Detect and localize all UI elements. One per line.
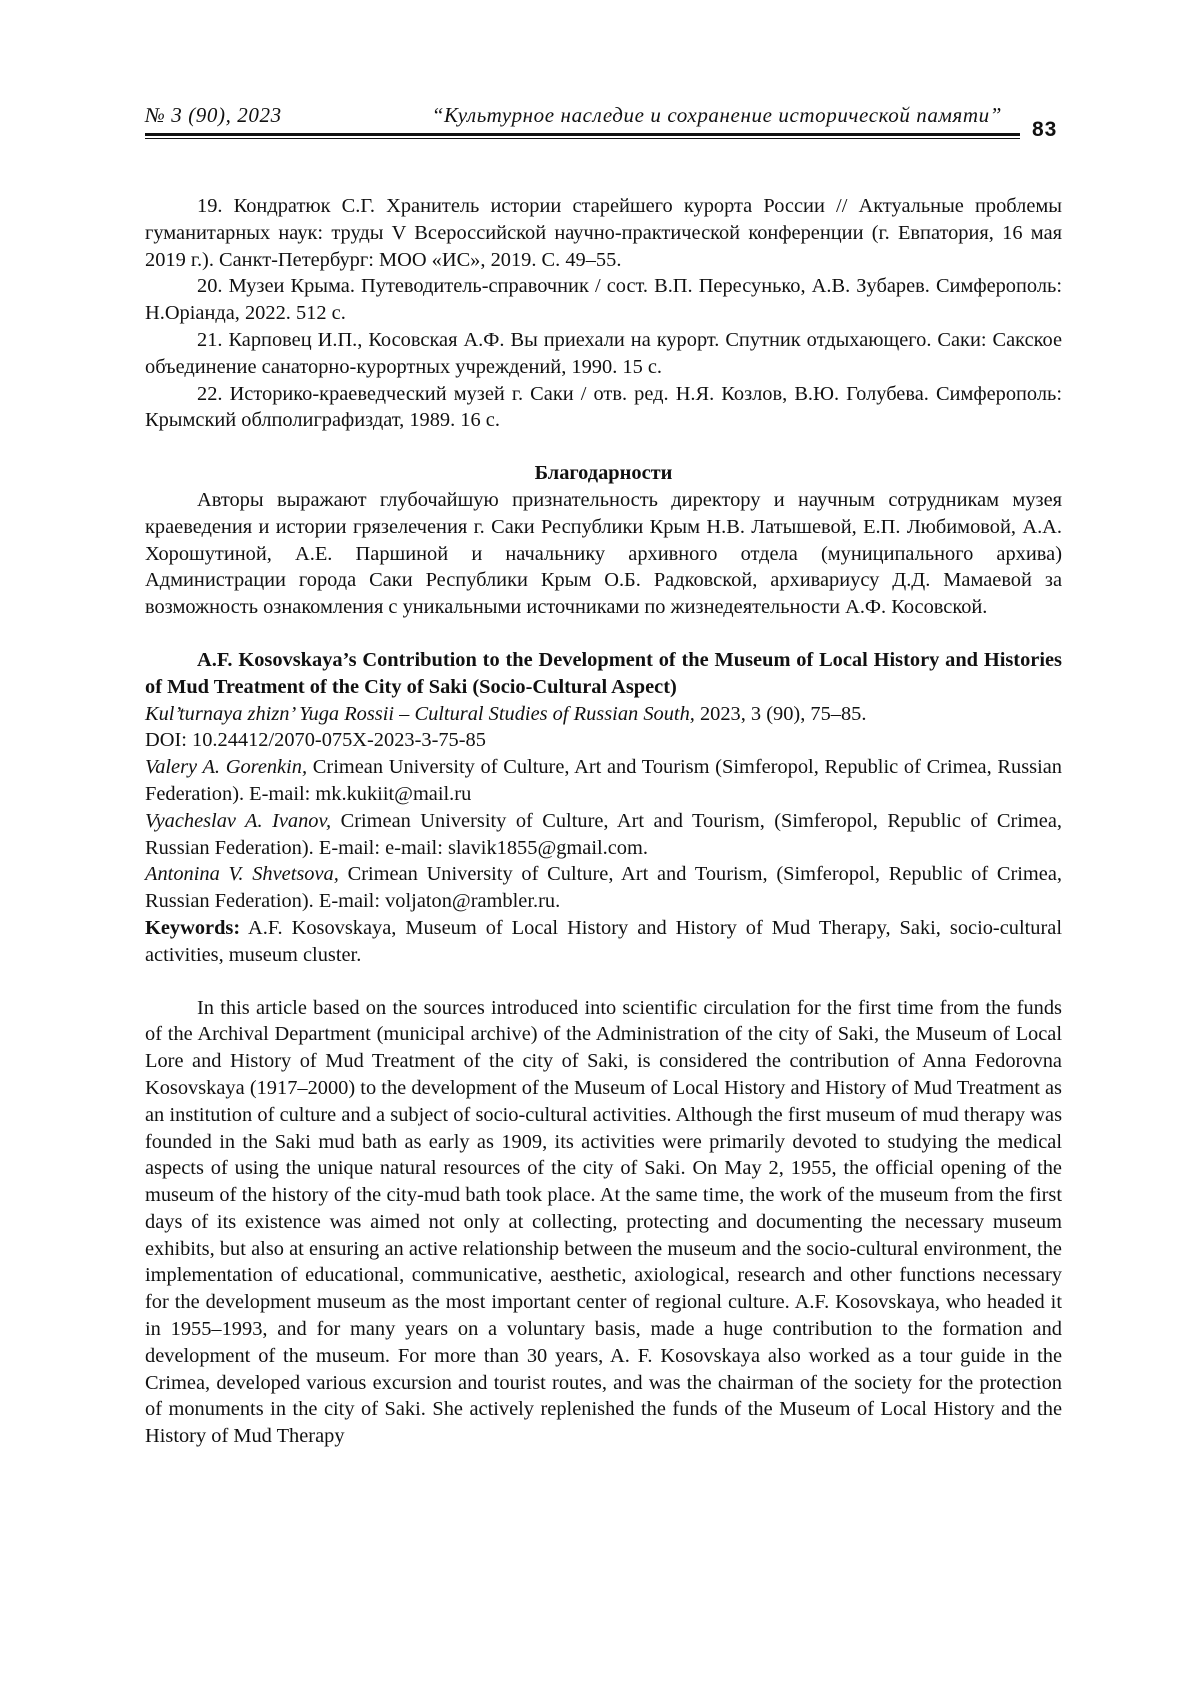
abstract: In this article based on the sources introduced into scientific circulation for the first time from the funds of the Archival Department (municipal archive) of the Administration of the city of Saki, the Museum of Local Lore and History of Mud Treatment of the city of Saki, is considered the contribution of Anna Fedorovna Kosovskaya (1917–2000) to the development of the Museum of Local History and History of Mud Treatment as an institution of culture and a subject of socio-cultural activities. Although the first museum of mud therapy was founded in the Saki mud bath as early as 1909, its activities were primarily devoted to studying the medical aspects of using the unique natural resources of the city of Saki. On May 2, 1955, the official opening of the museum of the history of the city-mud bath took place. At the same time, the work of the museum from the first days of its existence was aimed not only at collecting, protecting and documenting the necessary museum exhibits, but also at ensuring an active relationship between the museum and the socio-cultural environment, the implementation of educational, communicative, aesthetic, axiological, research and other functions necessary for the development museum as the most important center of regional culture. A.F. Kosovskaya, who headed it in 1955–1993, and for many years on a voluntary basis, made a huge contribution to the formation and development of the museum. For more than 30 years, A. F. Kosovskaya also worked as a tour guide in the Crimea, developed various excursion and tourist routes, and was the chairman of the society for the protection of monuments in the city of Saki. She actively replenished the funds of the Museum of Local History and the History of Mud Therapy [145,996,1062,1448]
acknowledgements-text: Авторы выражают глубочайшую признательность директору и научным сотрудникам музея краеведения и истории грязелечения г. Саки Республики Крым Н.В. Латышевой, Е.П. Любимовой, А.А. Хорошутиной, А.Е. Паршиной и начальнику архивного отдела (муниципального архива) Администрации города Саки Республики Крым О.Б. Радковской, архивариусу Д.Д. Мамаевой за возможность ознакомления с уникальными источниками по жизнедеятельности А.Ф. Косовской. [145,488,1062,619]
author-2-name: Vyacheslav A. Ivanov, [145,809,332,832]
running-header [145,103,1062,128]
acknowledgements-heading: Благодарности [534,462,673,485]
page-body [145,193,1062,1450]
doi: DOI: 10.24412/2070-075X-2023-3-75-85 [145,729,486,752]
author-2-affiliation: Crimean University of Culture, Art and Tourism, (Simferopol, Republic of Crimea, Russian Federation). E-mail: e-mail: slavik1855@gmail.com. [145,809,1062,859]
header-rule-thin [145,138,1020,139]
author-1-name: Valery A. Gorenkin, [145,756,308,779]
author-3 [145,861,1062,915]
reference-21: 21. Карповец И.П., Косовская А.Ф. Вы приехали на курорт. Спутник отдыхающего. Саки: Сакское объединение санаторно-курортных учреждений, 1990. 15 с. [145,328,1062,378]
author-2 [145,808,1062,862]
reference-22: 22. Историко-краеведческий музей г. Саки / отв. ред. Н.Я. Козлов, В.Ю. Голубева. Симферополь: Крымский облполиграфиздат, 1989. 16 с. [145,382,1062,432]
keywords-list: A.F. Kosovskaya, Museum of Local History and History of Mud Therapy, Saki, socio-cultural activities, museum cluster. [145,916,1062,966]
citation-details: 2023, 3 (90), 75–85. [694,702,867,725]
citation-journal: Kul’turnaya zhizn’ Yuga Rossii – Cultural Studies of Russian South, [145,702,695,725]
author-3-affiliation: Crimean University of Culture, Art and Tourism, (Simferopol, Republic of Crimea, Russian Federation). E-mail: voljaton@rambler.ru. [145,863,1062,913]
journal-title: “Культурное наследие и сохранение исторической памяти” [431,103,1002,127]
section-gap [145,969,1062,995]
keywords [145,915,1062,969]
reference-20: 20. Музеи Крыма. Путеводитель-справочник / сост. В.П. Пересунько, А.В. Зубарев. Симферополь: Н.Орiанда, 2022. 512 с. [145,275,1062,325]
citation [145,701,1062,728]
author-1 [145,754,1062,808]
english-title: A.F. Kosovskaya’s Contribution to the Development of the Museum of Local History and Histories of Mud Treatment of the City of Saki (Socio-Cultural Aspect) [145,648,1062,698]
issue-label: № 3 (90), 2023 [145,103,282,127]
page-number: 83 [1032,118,1058,141]
keywords-label: Keywords: [145,916,241,939]
reference-19: 19. Кондратюк С.Г. Хранитель истории старейшего курорта России // Актуальные проблемы гуманитарных наук: труды V Всероссийской научно-практической конференции (г. Евпатория, 16 мая 2019 г.). Санкт-Петербург: МОО «ИС», 2019. С. 49–55. [145,195,1062,271]
author-1-affiliation: Crimean University of Culture, Art and Tourism (Simferopol, Republic of Crimea, Russian Federation). E-mail: mk.kukiit@mail.ru [145,756,1062,805]
header-rule [145,133,1020,136]
author-3-name: Antonina V. Shvetsova, [145,863,339,886]
